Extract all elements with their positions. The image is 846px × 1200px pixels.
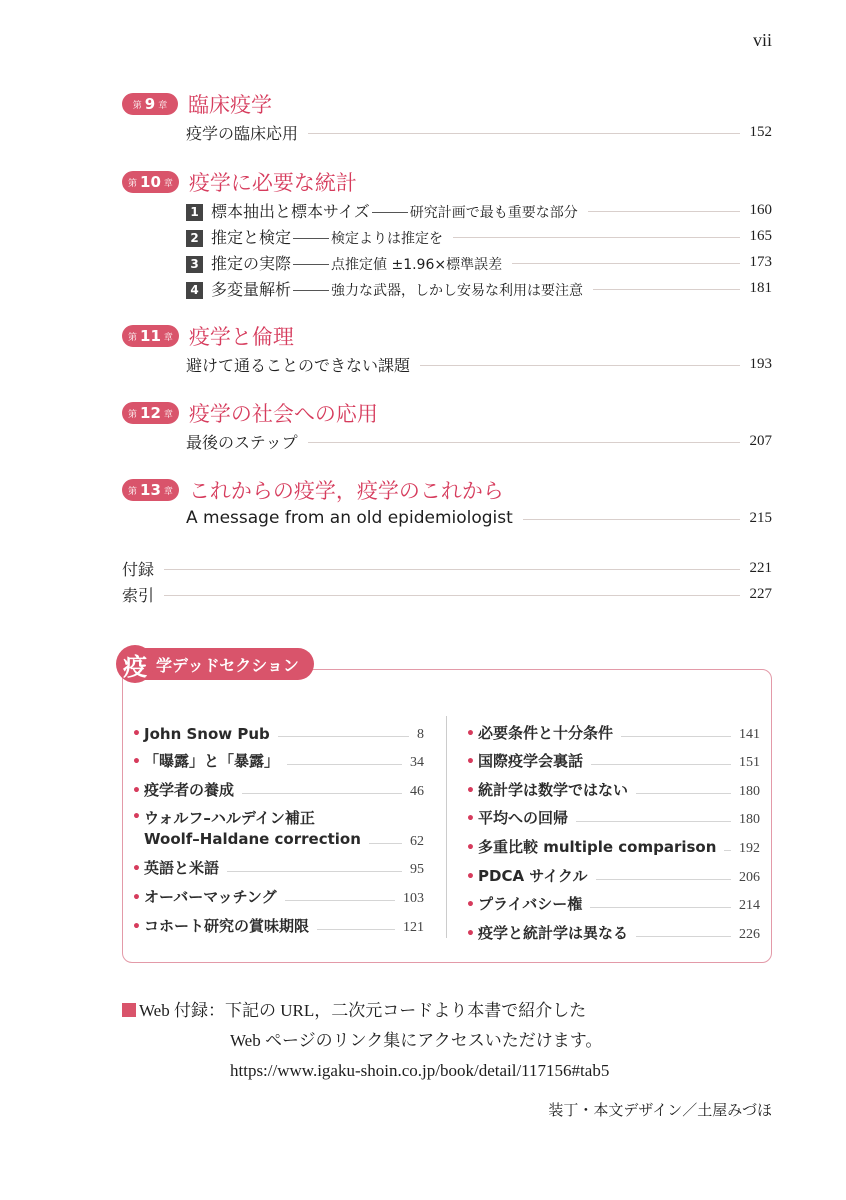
section-title: 推定と検定 xyxy=(211,227,292,247)
bullet: • xyxy=(132,918,141,935)
feature-item[interactable] xyxy=(466,746,760,775)
bullet: • xyxy=(132,808,141,825)
page-ref: 34 xyxy=(410,755,424,771)
toc-section[interactable] xyxy=(122,223,772,249)
feature-item[interactable] xyxy=(132,717,424,746)
toc-entry-index[interactable] xyxy=(122,581,772,607)
leader-line xyxy=(636,793,731,794)
leader-line xyxy=(588,211,740,212)
feature-item[interactable] xyxy=(132,746,424,775)
feature-item[interactable] xyxy=(132,910,424,939)
leader-line xyxy=(621,736,731,737)
page-ref: 227 xyxy=(749,585,772,602)
leader-line xyxy=(453,237,739,238)
feature-box-banner xyxy=(118,648,314,680)
feature-item[interactable] xyxy=(466,860,760,889)
web-note-prefix: Web 付録： xyxy=(139,1001,225,1020)
feature-item[interactable] xyxy=(132,853,424,882)
leader-line xyxy=(591,764,731,765)
web-note-line: 下記の URL，二次元コードより本書で紹介した xyxy=(224,1001,587,1020)
page-ref: 221 xyxy=(749,559,772,576)
leader-line xyxy=(227,871,402,872)
chapter-number: 13 xyxy=(140,481,161,499)
page-ref: 215 xyxy=(749,509,772,526)
design-credit: 装丁・本文デザイン／土屋みづほ xyxy=(548,1103,772,1119)
chapter-prefix: 第 xyxy=(128,332,138,343)
leader-line xyxy=(317,929,395,930)
leader-line xyxy=(287,764,402,765)
leader-line xyxy=(593,289,739,290)
feature-item-label: オーバーマッチング xyxy=(144,887,277,906)
leader-line xyxy=(523,519,740,520)
chapter-title: 疫学の社会への応用 xyxy=(188,402,378,426)
column-divider xyxy=(446,716,447,938)
bullet: • xyxy=(466,925,475,942)
page-ref: 121 xyxy=(403,919,424,935)
toc-entry[interactable] xyxy=(122,428,772,454)
feature-item-label: 多重比較 multiple comparison xyxy=(478,837,717,856)
page-ref: 141 xyxy=(739,726,760,742)
feature-item-label: 統計学は数学ではない xyxy=(478,780,629,799)
bullet: • xyxy=(132,754,141,771)
chapter-9 xyxy=(122,89,772,145)
toc-entry-label: 避けて通ることのできない課題 xyxy=(186,355,411,375)
bullet: • xyxy=(466,725,475,742)
chapter-title: 疫学と倫理 xyxy=(188,325,294,349)
chapter-12 xyxy=(122,398,772,454)
chapter-suffix: 章 xyxy=(163,332,173,343)
feature-item-label: 英語と米語 xyxy=(144,859,220,878)
leader-line xyxy=(242,793,402,794)
toc-entry[interactable] xyxy=(122,119,772,145)
feature-item-label: 疫学と統計学は異なる xyxy=(478,923,629,942)
page-ref: 152 xyxy=(749,123,772,140)
leader-line xyxy=(636,936,731,937)
feature-item-label: 疫学者の養成 xyxy=(144,780,235,799)
leader-line xyxy=(164,569,739,570)
toc-entry-label: 付録 xyxy=(122,559,155,579)
section-number: 1 xyxy=(186,204,203,221)
feature-item-label: John Snow Pub xyxy=(144,724,270,743)
page-ref: 103 xyxy=(403,890,424,906)
toc-entry-label: 最後のステップ xyxy=(186,432,298,452)
chapter-number: 10 xyxy=(140,173,161,191)
page-ref: 181 xyxy=(749,279,772,296)
feature-item[interactable] xyxy=(466,831,760,860)
section-subtitle: 研究計画で最も重要な部分 xyxy=(409,204,578,221)
page-ref: 8 xyxy=(417,726,424,742)
chapter-13 xyxy=(122,475,772,531)
toc-entry[interactable] xyxy=(122,505,772,531)
chapter-number: 11 xyxy=(140,327,161,345)
banner-title: 学デッドセクション xyxy=(156,655,299,675)
page-ref: 207 xyxy=(749,432,772,449)
bullet: • xyxy=(466,839,475,856)
section-subtitle: 検定よりは推定を xyxy=(331,230,444,247)
leader-line xyxy=(308,133,739,134)
section-number: 3 xyxy=(186,256,203,273)
leader-line xyxy=(420,365,739,366)
dash xyxy=(293,238,329,239)
feature-item-label: プライバシー権 xyxy=(478,895,583,914)
feature-list-left xyxy=(132,717,424,939)
page-ref: 206 xyxy=(739,869,760,885)
page-ref: 226 xyxy=(739,926,760,942)
page-ref: 193 xyxy=(749,355,772,372)
leader-line xyxy=(590,907,731,908)
bullet: • xyxy=(466,897,475,914)
chapter-suffix: 章 xyxy=(158,100,168,111)
feature-item-label-ja: ウォルフ–ハルデイン補正 xyxy=(144,808,315,827)
chapter-title: 臨床疫学 xyxy=(188,93,272,117)
page-ref: 62 xyxy=(410,833,424,849)
bullet: • xyxy=(132,782,141,799)
dash xyxy=(293,264,329,265)
bullet: • xyxy=(132,889,141,906)
chapter-badge xyxy=(122,93,178,115)
feature-item-label: 国際疫学会裏話 xyxy=(478,752,584,771)
dash xyxy=(372,212,408,213)
chapter-suffix: 章 xyxy=(163,409,173,420)
feature-item[interactable] xyxy=(466,774,760,803)
toc-entry-label: 索引 xyxy=(122,585,155,605)
leader-line xyxy=(576,821,731,822)
feature-item-label: PDCA サイクル xyxy=(478,866,588,885)
chapter-10 xyxy=(122,167,772,301)
leader-line xyxy=(596,879,732,880)
leader-line xyxy=(308,442,740,443)
toc-section[interactable] xyxy=(122,275,772,301)
page-ref: 165 xyxy=(749,227,772,244)
feature-item-label xyxy=(144,808,361,850)
chapter-number: 9 xyxy=(144,95,156,113)
feature-item-label: コホート研究の賞味期限 xyxy=(144,916,310,935)
toc-section[interactable] xyxy=(122,197,772,223)
toc-entry[interactable] xyxy=(122,351,772,377)
section-title: 標本抽出と標本サイズ xyxy=(211,201,370,221)
page-ref: 214 xyxy=(739,898,760,914)
chapter-badge xyxy=(122,171,179,193)
leader-line xyxy=(285,900,395,901)
chapter-prefix: 第 xyxy=(128,178,138,189)
square-marker-icon xyxy=(122,1003,136,1017)
feature-item[interactable] xyxy=(466,717,760,746)
chapter-prefix: 第 xyxy=(128,409,138,420)
section-title: 多変量解析 xyxy=(211,279,292,299)
page-ref: 95 xyxy=(410,862,424,878)
bullet: • xyxy=(132,725,141,742)
leader-line xyxy=(164,595,739,596)
web-appendix-note xyxy=(122,996,609,1086)
bullet: • xyxy=(466,811,475,828)
feature-item[interactable] xyxy=(466,917,760,946)
toc-entry-appendix[interactable] xyxy=(122,555,772,581)
feature-item-label: 「曝露」と「暴露」 xyxy=(144,752,280,771)
section-title: 推定の実際 xyxy=(211,253,292,273)
chapter-11 xyxy=(122,321,772,377)
chapter-prefix: 第 xyxy=(128,486,138,497)
bullet: • xyxy=(132,861,141,878)
section-number: 2 xyxy=(186,230,203,247)
page-ref: 173 xyxy=(749,253,772,270)
section-subtitle: 点推定値 ±1.96×標準誤差 xyxy=(331,256,503,273)
web-note-url[interactable]: https://www.igaku-shoin.co.jp/book/detail/117156#tab5 xyxy=(230,1061,610,1080)
toc-section[interactable] xyxy=(122,249,772,275)
page-ref: 151 xyxy=(739,755,760,771)
chapter-number: 12 xyxy=(140,404,161,422)
chapter-prefix: 第 xyxy=(132,100,142,111)
feature-item[interactable] xyxy=(132,881,424,910)
page-number: vii xyxy=(752,30,772,50)
page-ref: 180 xyxy=(739,812,760,828)
dash xyxy=(293,290,329,291)
leader-line xyxy=(724,850,731,851)
chapter-badge xyxy=(122,479,179,501)
toc-entry-label: 疫学の臨床応用 xyxy=(186,123,299,143)
section-subtitle: 強力な武器，しかし安易な利用は要注意 xyxy=(331,282,584,299)
feature-list-right xyxy=(466,717,760,946)
bullet: • xyxy=(466,782,475,799)
web-note-line: Web ページのリンク集にアクセスいただけます。 xyxy=(230,1031,603,1050)
chapter-title: これからの疫学，疫学のこれから xyxy=(188,479,504,503)
feature-item-label: 平均への回帰 xyxy=(478,809,569,828)
section-number: 4 xyxy=(186,282,203,299)
leader-line xyxy=(512,263,739,264)
feature-item-label-en: Woolf–Haldane correction xyxy=(144,829,361,848)
appendix-list xyxy=(122,555,772,607)
chapter-badge xyxy=(122,325,179,347)
feature-item[interactable] xyxy=(466,889,760,918)
leader-line xyxy=(278,736,409,737)
bullet: • xyxy=(466,868,475,885)
feature-item[interactable] xyxy=(132,803,424,853)
feature-item[interactable] xyxy=(132,774,424,803)
bullet: • xyxy=(466,754,475,771)
chapter-badge xyxy=(122,402,179,424)
chapter-suffix: 章 xyxy=(163,178,173,189)
page-ref: 192 xyxy=(739,840,760,856)
feature-item-label: 必要条件と十分条件 xyxy=(478,723,614,742)
page-ref: 180 xyxy=(739,783,760,799)
banner-glyph: 疫 xyxy=(116,645,154,683)
feature-item[interactable] xyxy=(466,803,760,832)
page-ref: 160 xyxy=(749,201,772,218)
page-ref: 46 xyxy=(410,783,424,799)
chapter-title: 疫学に必要な統計 xyxy=(188,171,357,195)
toc-entry-label: A message from an old epidemiologist xyxy=(186,508,513,528)
chapter-suffix: 章 xyxy=(163,486,173,497)
leader-line xyxy=(369,843,402,844)
